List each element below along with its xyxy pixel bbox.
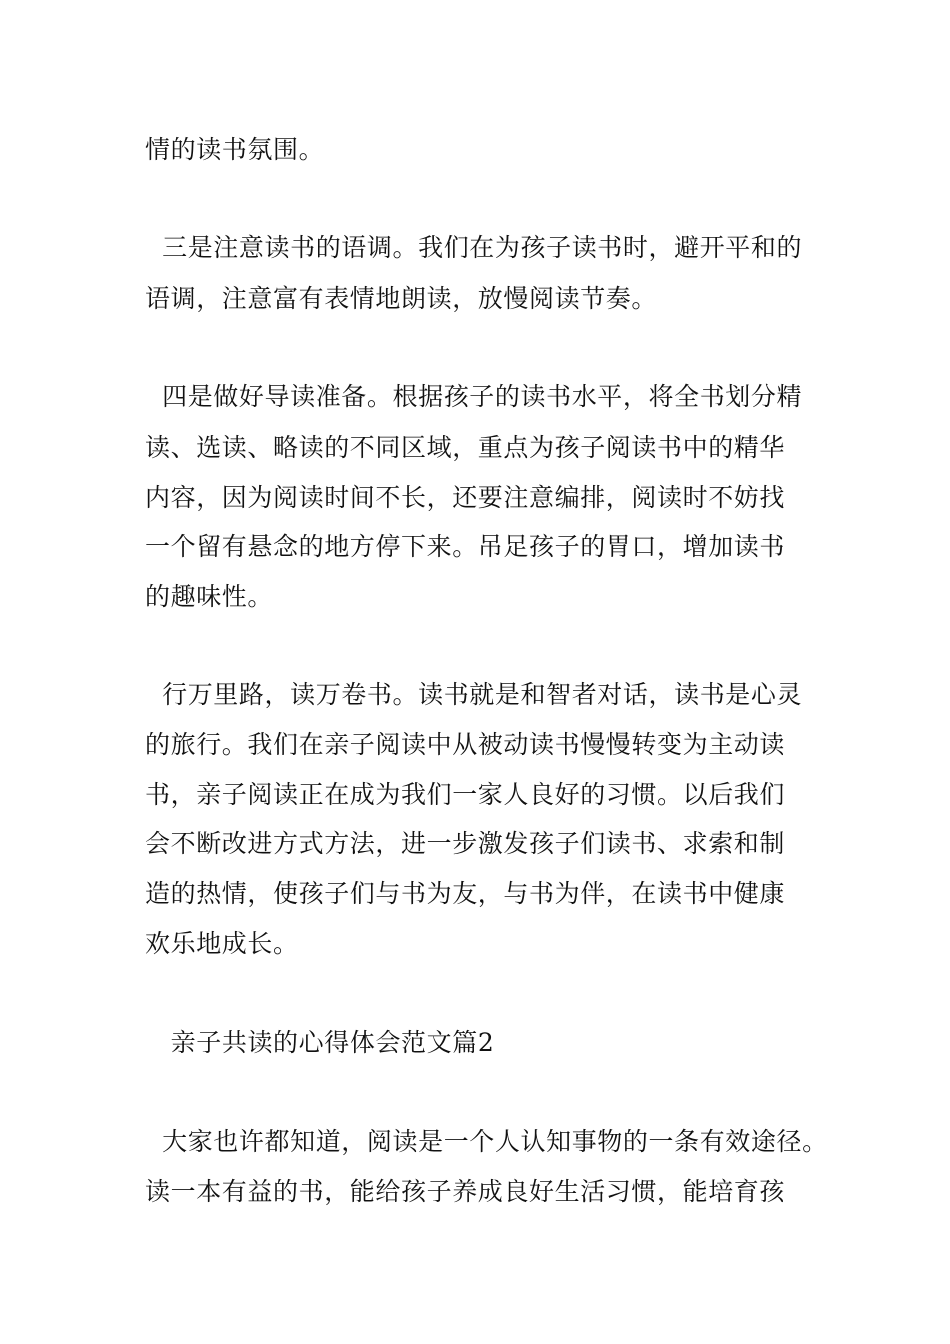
text-line: 造的热情，使孩子们与书为友，与书为伴，在读书中健康	[145, 879, 786, 908]
text-line: 书，亲子阅读正在成为我们一家人良好的习惯。以后我们	[145, 780, 786, 809]
text-line: 的趣味性。	[145, 582, 274, 611]
text-line: 行万里路，读万卷书。读书就是和智者对话，读书是心灵	[145, 680, 803, 709]
text-line: 的旅行。我们在亲子阅读中从被动读书慢慢转变为主动读	[145, 730, 786, 759]
text-line: 大家也许都知道，阅读是一个人认知事物的一条有效途径。	[145, 1127, 828, 1156]
text-line: 读一本有益的书，能给孩子养成良好生活习惯，能培育孩	[145, 1177, 786, 1206]
text-line: 欢乐地成长。	[145, 929, 299, 958]
text-line: 一个留有悬念的地方停下来。吊足孩子的胃口，增加读书	[145, 532, 786, 561]
text-line: 四是做好导读准备。根据孩子的读书水平，将全书划分精	[145, 382, 803, 411]
text-line: 情的读书氛围。	[145, 135, 325, 164]
text-line: 会不断改进方式方法，进一步激发孩子们读书、求索和制	[145, 829, 786, 858]
text-line: 语调，注意富有表情地朗读，放慢阅读节奏。	[145, 284, 658, 313]
text-line: 内容，因为阅读时间不长，还要注意编排，阅读时不妨找	[145, 483, 786, 512]
text-line: 三是注意读书的语调。我们在为孩子读书时，避开平和的	[145, 233, 803, 262]
text-line: 读、选读、略读的不同区域，重点为孩子阅读书中的精华	[145, 433, 786, 462]
section-heading: 亲子共读的心得体会范文篇2	[145, 1028, 495, 1057]
